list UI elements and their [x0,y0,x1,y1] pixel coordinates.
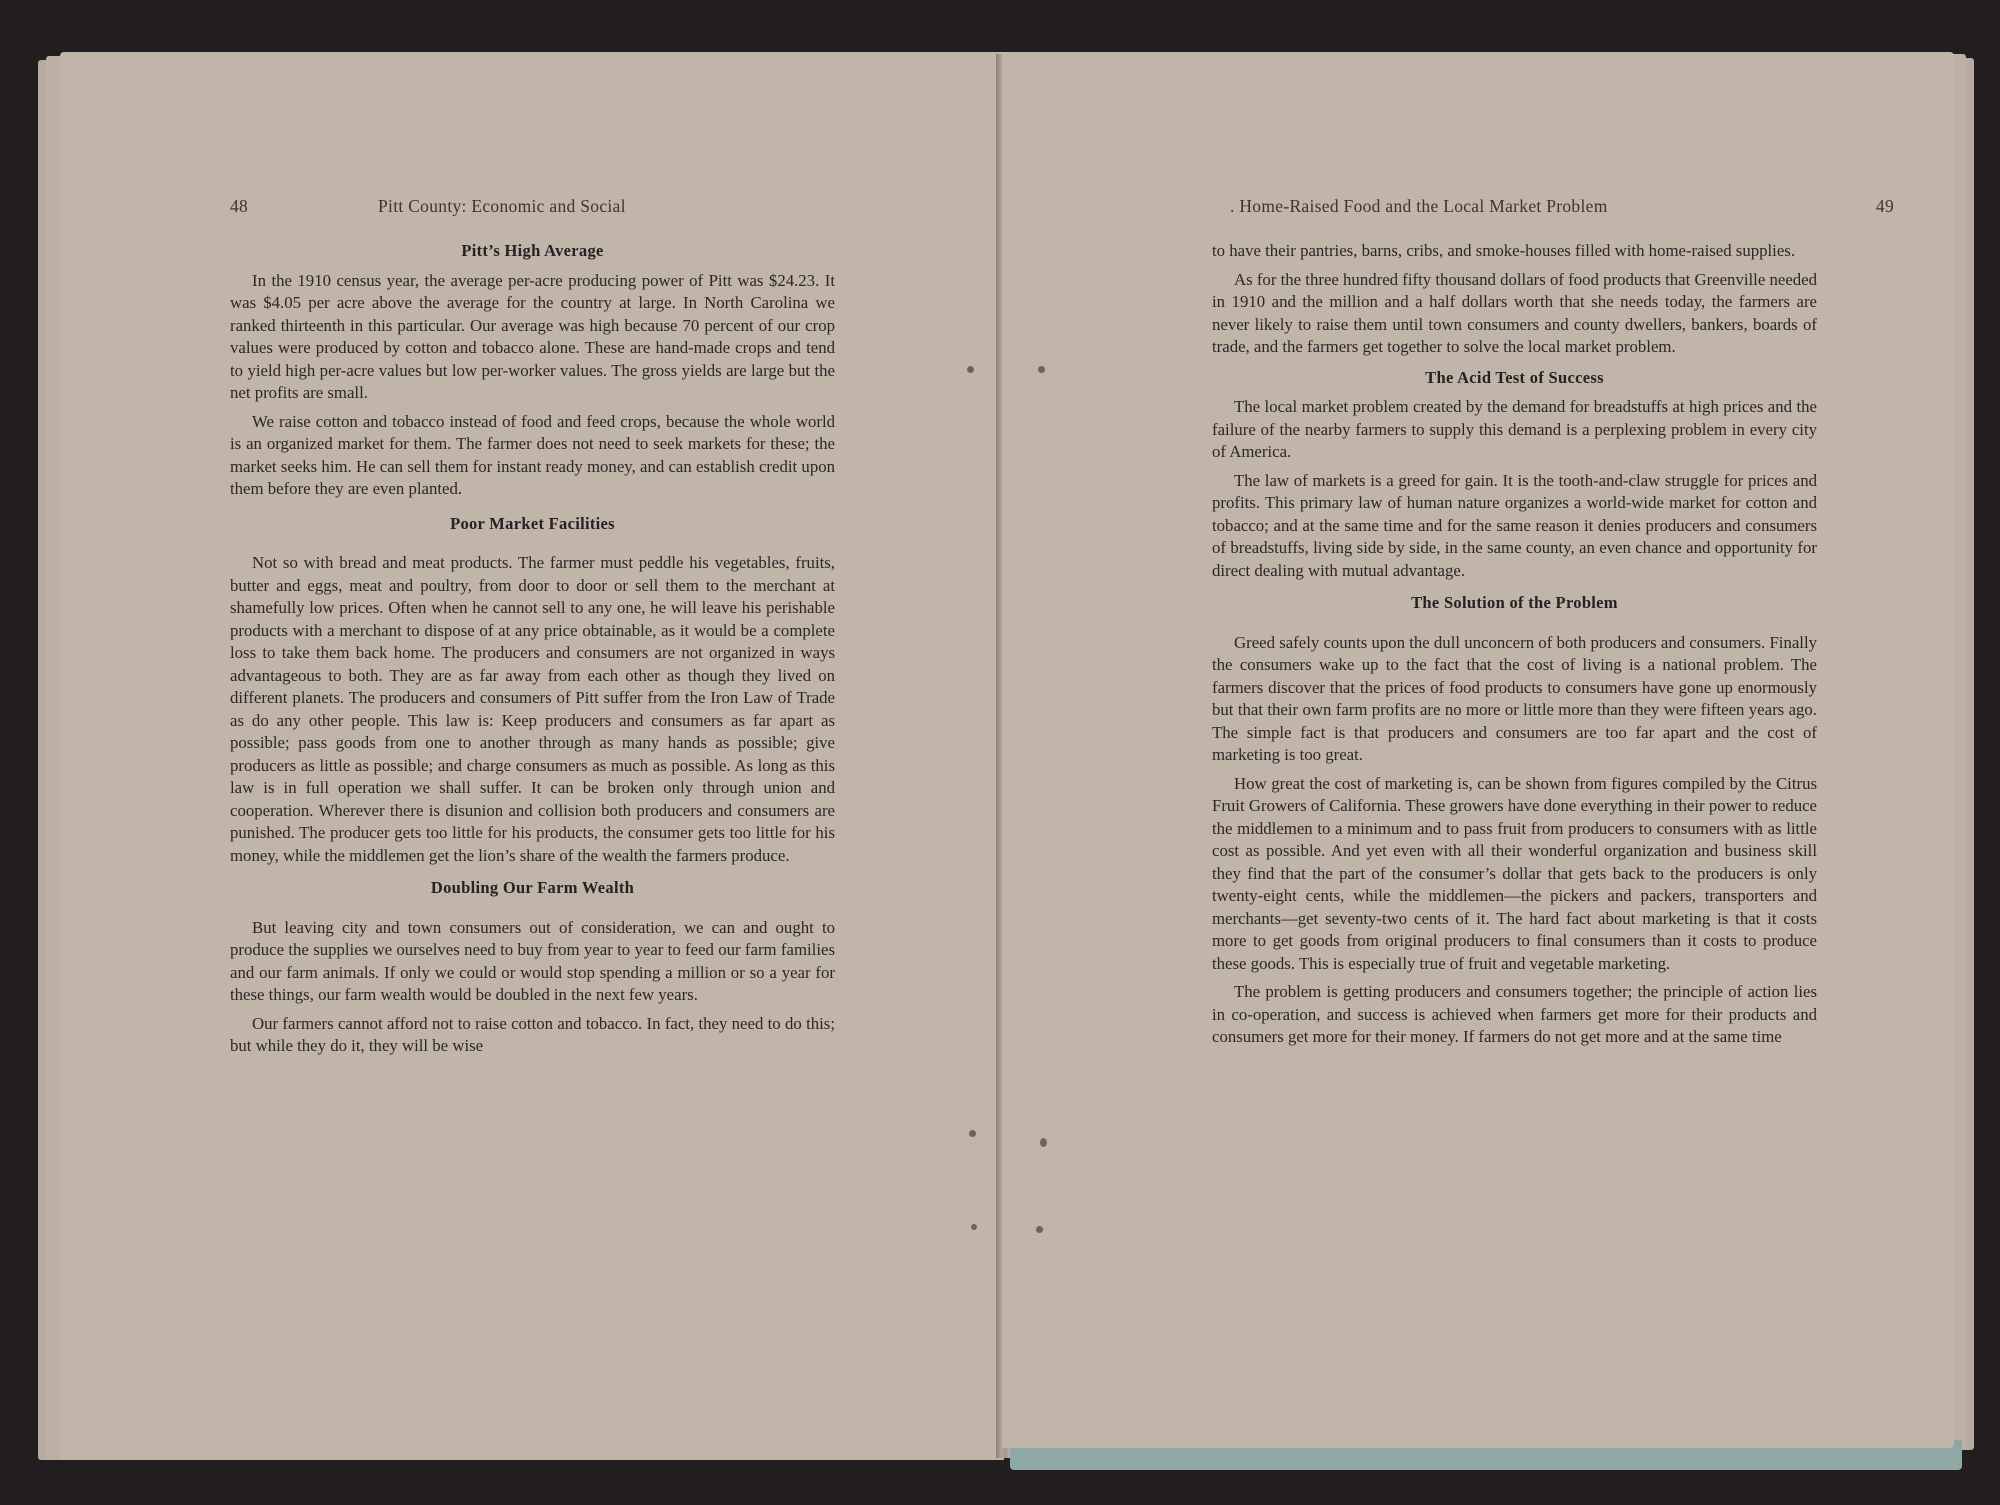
right-page [1002,52,1954,1448]
binding-hole [971,1224,977,1230]
binding-hole [1036,1226,1043,1233]
binding-hole [967,366,974,373]
left-text-column [230,240,835,1064]
paragraph: Greed safely counts upon the dull unconcern of both producers and consumers. Finally the consumers wake up to the fact that the cost of living is a national problem. The farmers discover that the prices of food products to consumers have gone up enormously but that their own farm profits are no more or little more than they were fifteen years ago. The simple fact is that producers and consumers are too far apart and the cost of marketing is too great. [1212,632,1818,764]
right-text-column [1212,240,1817,1055]
section-heading: The Solution of the Problem [1411,593,1618,612]
running-head-title: . Home-Raised Food and the Local Market Problem [1230,196,1608,216]
section-heading: Doubling Our Farm Wealth [430,878,635,897]
section-heading: Poor Market Facilities [450,513,615,533]
binding-hole [1040,1138,1047,1147]
section-heading: The Acid Test of Success [1425,367,1604,387]
paragraph: The problem is getting producers and consumers together; the principle of action lies in co-operation, and success is achieved when farmers get more for their products and consumers get more for their money. If farmers do not get more and at the same time [1212,982,1817,1046]
page-number: 48 [230,196,249,216]
paragraph: But leaving city and town consumers out of consideration, we can and ought to produce the supplies we ourselves need to buy from year to year to feed our farm families and our farm animals. If only we could or would stop spending a million or so a year for these things, our farm wealth would be doubled in the next few years. [230,917,835,1004]
paragraph: The law of markets is a greed for gain. It is the tooth-and-claw struggle for prices and profits. This primary law of human nature organizes a world-wide market for cotton and tobacco; and at the same time and for the same reason it denies producers and consumers of breadstuffs, living side by side, in the same county, an even chance and opportunity for direct dealing with mutual advantage. [1212,470,1817,580]
paragraph: How great the cost of marketing is, can be shown from figures compiled by the Citrus Fruit Growers of California. These growers have done everything in their power to reduce the middlemen to a minimum and to pass fruit from producers to consumers with as little cost as possible. And yet even with all their wonderful organization and business skill they find that the part of the consumer’s dollar that gets back to the producers is only twenty-eight cents, while the middlemen—the pickers and packers, transporters and merchants—get seventy-two cents of it. The hard fact about marketing is that it costs more to get goods from original producers to final consumers than it costs to produce these goods. This is especially true of fruit and vegetable marketing. [1212,773,1817,973]
page-number: 49 [1875,196,1894,216]
paragraph: Our farmers cannot afford not to raise cotton and tobacco. In fact, they need to do this; but while they do it, they will be wise [230,1013,835,1055]
paragraph: As for the three hundred fifty thousand dollars of food products that Greenville needed in 1910 and the million and a half dollars worth that she needs today, the farmers are never likely to raise them until town consumers and county dwellers, bankers, boards of trade, and the farmers get together to solve the local market problem. [1212,269,1817,356]
paragraph: We raise cotton and tobacco instead of food and feed crops, because the whole world is an organized market for them. The farmer does not need to seek markets for these; the market seeks him. He can sell them for instant ready money, and can establish credit upon them before they are even planted. [230,411,835,498]
paragraph: In the 1910 census year, the average per-acre producing power of Pitt was $24.23. It was $4.05 per acre above the average for the country at large. In North Carolina we ranked thirteenth in this particular. Our average was high because 70 percent of our crop values were produced by cotton and tobacco alone. These are hand-made crops and tend to yield high per-acre values but low per-worker values. The gross yields are large but the net profits are small. [230,270,835,402]
paragraph: Not so with bread and meat products. The farmer must peddle his vegetables, fruits, butter and eggs, meat and poultry, from door to door or sell them to the merchant at shamefully low prices. Often when he cannot sell to any one, he will leave his perishable products with a merchant to dispose of at any price obtainable, as it would be a complete loss to take them back home. The producers and consumers are not organized in ways advantageous to both. They are as far away from each other as though they lived on different planets. The producers and consumers of Pitt suffer from the Iron Law of Trade as do any other people. This law is: Keep producers and consumers as far apart as possible; pass goods from one to another through as many hands as possible; give producers as little as possible; and charge consumers as much as possible. As long as this law is in full operation we shall suffer. It can be broken only through union and cooperation. Wherever there is disunion and collision both producers and consumers are punished. The producer gets too little for his products, the consumer gets too little for his money, while the middlemen get the lion’s share of the wealth the farmers produce. [230,553,835,865]
left-page [60,52,1004,1460]
section-heading: Pitt’s High Average [461,241,604,260]
binding-hole [969,1130,976,1137]
running-head-title: Pitt County: Economic and Social [378,196,626,216]
paragraph: to have their pantries, barns, cribs, and smoke-houses filled with home-raised supplies. [1212,241,1796,260]
paragraph: The local market problem created by the demand for breadstuffs at high prices and the failure of the nearby farmers to supply this demand is a perplexing problem in every city of America. [1212,397,1817,461]
binding-hole [1038,366,1045,373]
